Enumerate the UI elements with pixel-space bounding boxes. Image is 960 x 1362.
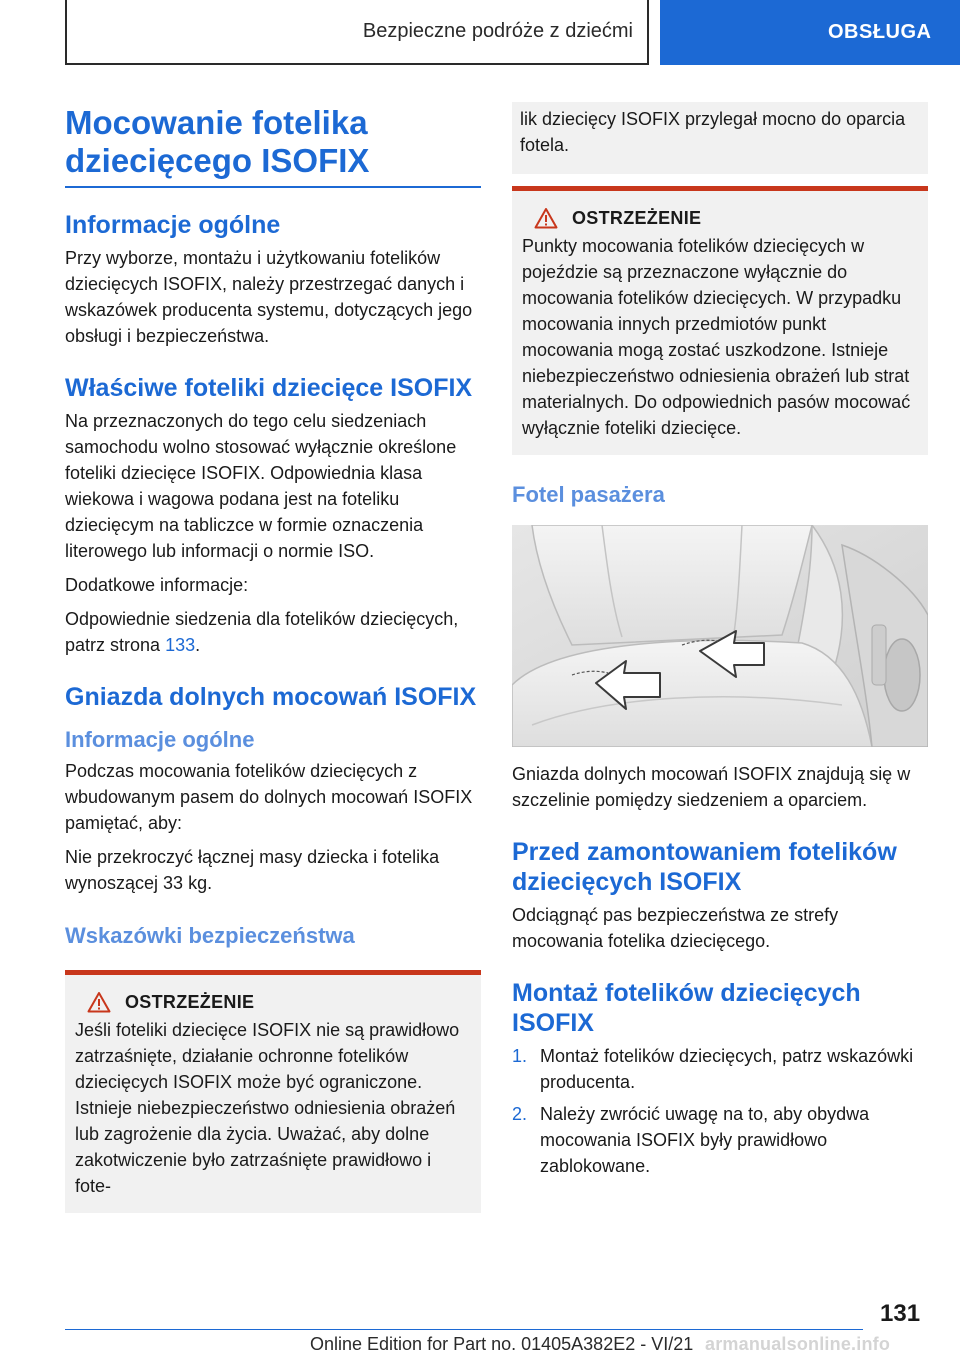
list-item [512, 1043, 928, 1095]
before-mounting-text: Odciągnąć pas bezpieczeństwa ze strefy mocowania fotelika dziecięcego. [512, 905, 839, 951]
mounting-steps [512, 1043, 928, 1179]
page-title: Mocowanie fotelika dziecięcego ISOFIX [65, 100, 481, 188]
header-section-title [65, 0, 649, 65]
warning-continued-text: lik dziecięcy ISOFIX przylegał mocno do oparcia fotela. [520, 109, 906, 155]
warning-title: OSTRZEŻENIE [125, 991, 255, 1012]
proper-seats-heading: Właściwe foteliki dziecięce ISOFIX [65, 374, 473, 402]
warning-header [522, 207, 918, 229]
page-number: 131 [880, 1300, 921, 1327]
page-reference-link[interactable]: 133 [165, 635, 196, 655]
warning-text: Punkty mocowania fotelików dziecięcych w pojeździe są przeznaczone wyłącznie do mocowania fotelików dziecięcych. W przypadku mocowania innych przedmiotów punkt mocowania mogą zostać uszkodzone. Istnieje niebezpieczeństwo odniesienia obrażeń lub strat materialnych. Do odpowiednich pasów mocować wyłącznie foteliki dziecięce. [522, 236, 911, 438]
max-weight-text: Nie przekroczyć łącznej masy dziecka i fotelika wynoszącej 33 kg. [65, 847, 440, 893]
warning-header [75, 991, 471, 1013]
seat-anchor-illustration [512, 525, 928, 747]
suitable-seats-text [65, 606, 481, 658]
before-mounting-heading: Przed zamontowaniem fotelików dziecięcych ISOFIX [512, 838, 897, 896]
step-text: Należy zwrócić uwagę na to, aby obydwa mocowania ISOFIX były prawidłowo zablokowane. [540, 1104, 870, 1176]
sentence-end: . [195, 635, 201, 655]
header-chapter-tab [660, 0, 960, 65]
warning-triangle-icon [534, 207, 558, 229]
mounting-heading: Montaż fotelików dziecięcych ISOFIX [512, 979, 861, 1037]
illustration-caption: Gniazda dolnych mocowań ISOFIX znajdują się w szczelinie pomiędzy siedzeniem a oparciem. [512, 764, 911, 810]
lower-anchors-text: Podczas mocowania fotelików dziecięcych z wbudowanym pasem do dolnych mocowań ISOFIX pamiętać, aby: [65, 761, 473, 833]
proper-seats-text: Na przeznaczonych do tego celu siedzeniach samochodu wolno stosować wyłącznie określone foteliki dziecięce ISOFIX. Odpowiednia klasa wiekowa i wagowa podana jest na foteliku dziecięcym na tabliczce w formie oznaczenia literowego lub informacji o normie ISO. [65, 411, 457, 561]
header-section-label: Bezpieczne podróże z dziećmi [362, 20, 633, 42]
right-column [512, 102, 928, 1185]
step-number: 1. [512, 1046, 528, 1066]
general-heading: Informacje ogólne [65, 211, 281, 239]
header-tab-label: OBSŁUGA [828, 21, 932, 43]
additional-info-label: Dodatkowe informacje: [65, 575, 249, 595]
left-column [65, 100, 481, 1213]
warning-text: Jeśli foteliki dziecięce ISOFIX nie są prawidłowo zatrzaśnięte, działanie ochronne fotelików dziecięcych ISOFIX może być ograniczone. Istnieje niebezpieczeństwo odniesienia obrażeń lub zagrożenie dla życia. Uważać, aby dolne zakotwiczenie było zatrzaśnięte prawidłowo i fote- [75, 1020, 460, 1196]
suitable-seats-sentence: Odpowiednie siedzenia dla fotelików dziecięcych, patrz strona [65, 609, 459, 655]
general-text: Przy wyborze, montażu i użytkowaniu fotelików dziecięcych ISOFIX, należy przestrzegać danych i wskazówek producenta systemu, dotyczących jego obsługi i bezpieczeństwa. [65, 248, 473, 346]
watermark: armanualsonline.info [705, 1334, 891, 1354]
warning-box-1-continued [512, 102, 928, 174]
warning-box-2 [512, 186, 928, 455]
footer-edition: Online Edition for Part no. 01405A382E2 - VI/21 [310, 1334, 694, 1354]
passenger-seat-heading: Fotel pasażera [512, 482, 665, 507]
lower-anchors-general-heading: Informacje ogólne [65, 727, 255, 752]
footer-divider [65, 1329, 863, 1330]
warning-triangle-icon [87, 991, 111, 1013]
step-number: 2. [512, 1104, 528, 1124]
warning-title: OSTRZEŻENIE [572, 207, 702, 228]
step-text: Montaż fotelików dziecięcych, patrz wskazówki producenta. [540, 1046, 914, 1092]
warning-box-1 [65, 970, 481, 1213]
seat-illustration-image [512, 525, 928, 747]
lower-anchors-heading: Gniazda dolnych mocowań ISOFIX [65, 683, 477, 711]
list-item [512, 1101, 928, 1179]
safety-heading: Wskazówki bezpieczeństwa [65, 923, 355, 948]
